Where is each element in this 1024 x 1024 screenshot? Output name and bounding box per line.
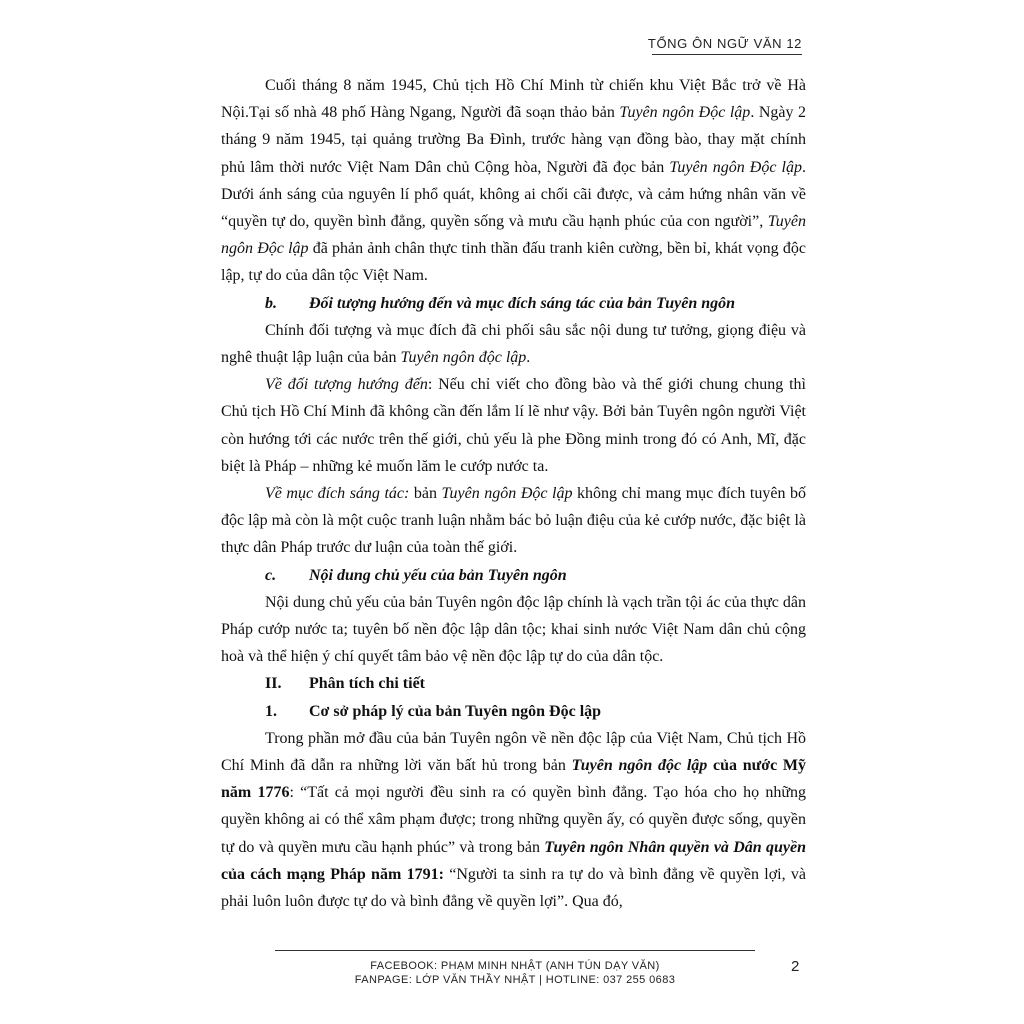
paragraph-context <box>221 72 806 290</box>
paragraph-content: Nội dung chủ yếu của bản Tuyên ngôn độc lập chính là vạch trần tội ác của thực dân Pháp cướp nước ta; tuyên bố nền độc lập dân tộc; khai sinh nước Việt Nam dân chủ cộng hoà và thể hiện ý chí quyết tâm bảo vệ nền độc lập tự do của dân tộc. <box>221 593 806 666</box>
bold-run: của nước Mỹ năm 1776 <box>221 757 806 802</box>
text-run: : “Tất cả mọi người đều sinh ra có quyền bình đẳng. Tạo hóa cho họ những quyền không ai có thể xâm phạm được; trong những quyền ấy, có quyền được sống, quyền tự do và quyền mưu cầu hạnh phúc” và trong bản <box>221 784 806 856</box>
italic-title: Tuyên ngôn Độc lập <box>441 485 573 503</box>
footer-facebook: FACEBOOK: PHẠM MINH NHẬT (ANH TÚN DẠY VĂN) <box>370 960 660 972</box>
section-heading-b <box>221 290 806 317</box>
section-heading-c <box>221 562 806 589</box>
header-rule <box>652 54 802 55</box>
italic-title: Tuyên ngôn Độc lập <box>669 158 802 176</box>
paragraph-purpose <box>221 480 806 562</box>
italic-lead: Về đối tượng hướng đến <box>265 376 428 394</box>
paragraph-audience <box>221 371 806 480</box>
footer-fanpage-hotline: FANPAGE: LỚP VĂN THẦY NHẬT | HOTLINE: 037 255 0683 <box>354 974 676 986</box>
text-run: Chính đối tượng và mục đích đã chi phối sâu sắc nội dung tư tưởng, giọng điệu và nghê thuật lập luận của bản <box>221 321 806 367</box>
bold-run: của cách mạng Pháp năm 1791: <box>221 865 444 883</box>
paragraph-intro <box>221 317 806 371</box>
section-heading-1 <box>221 698 806 725</box>
heading-text: Đối tượng hướng đến và mục đích sáng tác của bản Tuyên ngôn <box>309 294 736 312</box>
text-run: Trong phần mở đầu của bản Tuyên ngôn về nền độc lập của Việt Nam, Chủ tịch Hồ Chí Minh đã dẫn ra những lời văn bất hủ trong bản <box>221 729 806 775</box>
text-run: : Nếu chỉ viết cho đồng bào và thế giới chung chung thì Chủ tịch Hồ Chí Minh đã không cần đến lắm lí lẽ như vậy. Bởi bản Tuyên ngôn người Việt còn hướng tới các nước trên thế giới, chủ yếu là phe Đồng minh trong đó có Anh, Mĩ, đặc biệt là Pháp – những kẻ muốn lăm le cướp nước ta. <box>221 376 806 475</box>
page-number: 2 <box>791 958 800 975</box>
heading-text: Phân tích chi tiết <box>309 675 425 693</box>
text-run: đã phản ảnh chân thực tinh thần đấu tranh kiên cường, bền bỉ, khát vọng độc lập, tự do của dân tộc Việt Nam. <box>221 240 806 285</box>
paragraph-legal-basis <box>221 725 806 915</box>
text-run: . Ngày 2 tháng 9 năm 1945, tại quảng trường Ba Đình, trước hàng vạn đồng bào, thay mặt chính phủ lâm thời nước Việt Nam Dân chủ Cộng hòa, Người đã đọc bản <box>221 104 807 176</box>
heading-number: II. <box>265 675 282 693</box>
heading-number: 1. <box>265 702 277 720</box>
text-run: Cuối tháng 8 năm 1945, Chủ tịch Hồ Chí Minh từ chiến khu Việt Bắc trở về Hà Nội.Tại số nhà 48 phố Hàng Ngang, Người đã soạn thảo bản <box>221 77 806 122</box>
footer-rule <box>275 950 755 951</box>
italic-lead: Về mục đích sáng tác: <box>265 485 410 503</box>
heading-text: Nội dung chủ yếu của bản Tuyên ngôn <box>309 566 567 584</box>
text-run: . <box>526 349 531 367</box>
italic-title: Tuyên ngôn Độc lập <box>221 213 806 258</box>
running-title: TỔNG ÔN NGỮ VĂN 12 <box>647 36 802 51</box>
text-run: không chỉ mang mục đích tuyên bố độc lập mà còn là một cuộc tranh luận nhằm bác bỏ luận điệu của kẻ cướp nước, đặc biệt là thực dân Pháp trước dư luận của toàn thế giới. <box>221 485 806 557</box>
bold-italic-title: Tuyên ngôn Nhân quyền và Dân quyền <box>544 838 806 856</box>
text-run: . Dưới ánh sáng của nguyên lí phổ quát, không ai chối cãi được, và cảm hứng nhân văn về “quyền tự do, quyền bình đẳng, quyền sống và mưu cầu hạnh phúc của con người”, <box>221 158 806 231</box>
text-run: “Người ta sinh ra tự do và bình đẳng về quyền lợi, và phải luôn luôn được tự do và bình đẳng về quyền lợi”. Qua đó, <box>221 865 807 911</box>
italic-title: Tuyên ngôn độc lập <box>400 349 527 367</box>
text-run: bản <box>409 485 442 503</box>
heading-text: Cơ sở pháp lý của bản Tuyên ngôn Độc lập <box>309 702 602 720</box>
italic-title: Tuyên ngôn Độc lập <box>619 104 751 122</box>
section-heading-II <box>221 670 806 697</box>
heading-number: c. <box>265 566 277 584</box>
heading-number: b. <box>265 294 277 312</box>
page-body <box>221 72 806 915</box>
bold-italic-title: Tuyên ngôn độc lập <box>571 757 708 775</box>
